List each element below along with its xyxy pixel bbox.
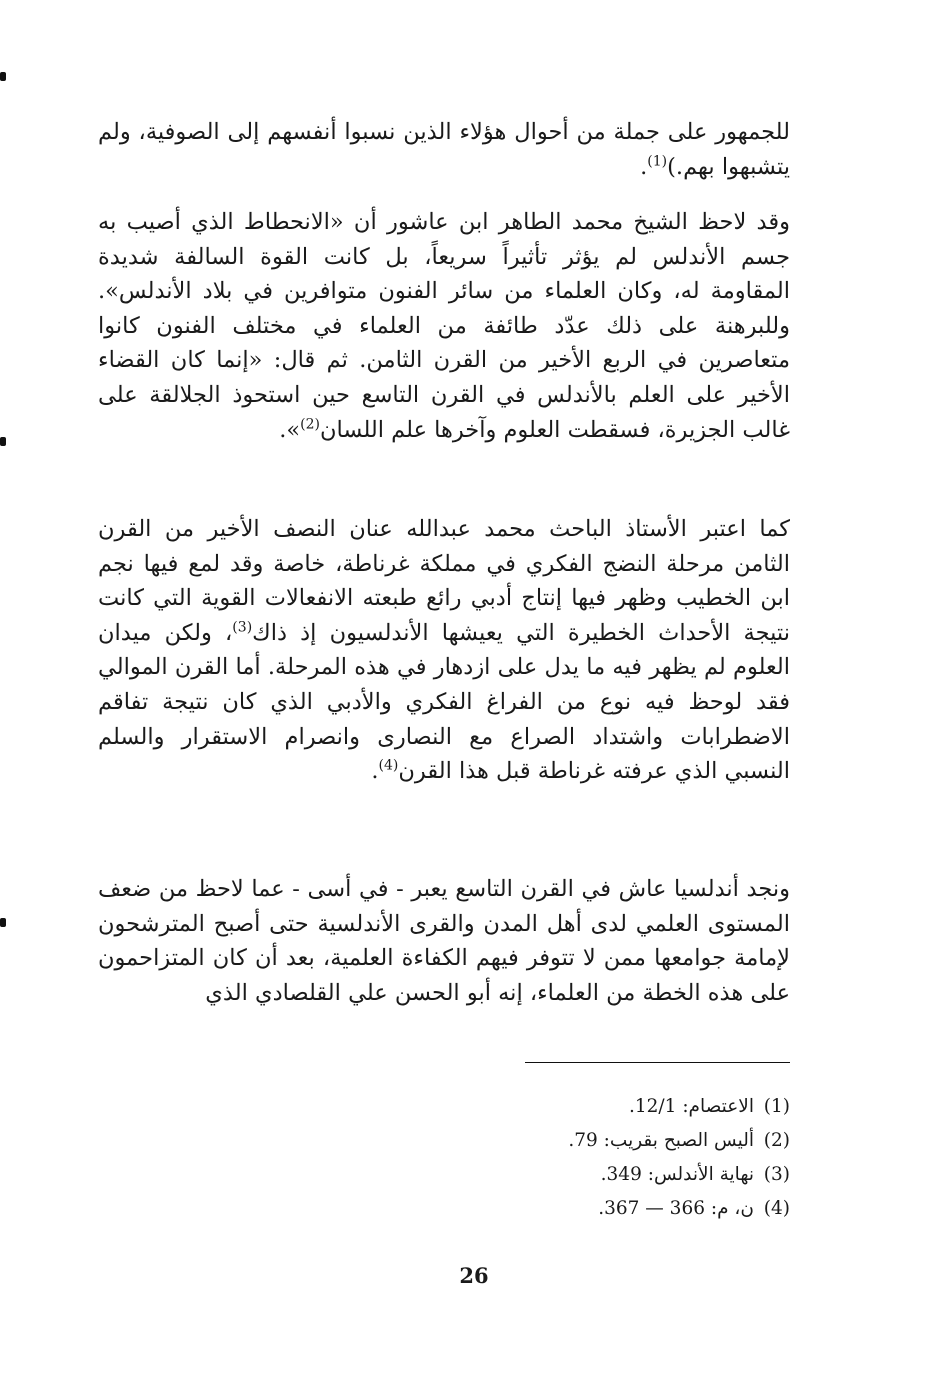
- paragraph-4: [98, 872, 790, 1010]
- paragraph-tail: ».: [279, 416, 301, 443]
- footnote-ref: (2): [300, 416, 320, 433]
- footnote-separator: [525, 1062, 790, 1063]
- paragraph-tail: .: [640, 153, 648, 180]
- footnote-number: (2): [763, 1130, 790, 1151]
- footnote-text: نهاية الأندلس: 349.: [600, 1164, 754, 1185]
- footnote-ref: (3): [232, 619, 253, 636]
- scan-edge-mark: [0, 437, 6, 446]
- footnote-text: ن، م: 366 — 367.: [598, 1198, 754, 1219]
- scan-edge-mark: [0, 918, 6, 927]
- paragraph-2: [98, 205, 790, 447]
- paragraph-text: ، ولكن ميدان العلوم لم يظهر فيه ما يدل على ازدهار في هذه المرحلة. أما القرن الموالي فقد لوحظ فيه نوع من الفراغ الفكري والأدبي الذي كان نتيجة تفاقم الاضطرابات واشتداد الصراع مع النصارى وانصرام الاستقرار والسلم النسبي الذي عرفته غرناطة قبل هذا القرن: [98, 619, 790, 785]
- paragraph-1: [98, 115, 790, 184]
- paragraph-text: كما اعتبر الأستاذ الباحث محمد عبدالله عنان النصف الأخير من القرن الثامن مرحلة النضج الفكري في مملكة غرناطة، خاصة وقد لمع فيها نجم ابن الخطيب وظهر فيها إنتاج أدبي رائع طبعته الانفعالات القوية التي كانت نتيجة الأحداث الخطيرة التي يعيشها الأندلسيون إذ ذاك: [98, 516, 790, 646]
- paragraph-3: [98, 512, 790, 789]
- page-number: 26: [459, 1263, 489, 1288]
- footnote-ref: (1): [647, 153, 668, 170]
- paragraph-tail: .: [371, 758, 379, 785]
- footnote-ref: (4): [378, 757, 399, 774]
- footnote-number: (4): [763, 1198, 790, 1219]
- footnote-number: (3): [763, 1164, 790, 1185]
- paragraph-text: للجمهور على جملة من أحوال هؤلاء الذين نسبوا أنفسهم إلى الصوفية، ولم يتشبهوا بهم.): [98, 119, 790, 180]
- footnote-text: أليس الصبح بقريب: 79.: [568, 1130, 754, 1151]
- footnote-number: (1): [763, 1096, 790, 1117]
- footnote: [480, 1124, 790, 1158]
- scan-edge-mark: [0, 72, 6, 81]
- footnote-text: الاعتصام: 12/1.: [629, 1096, 754, 1117]
- footnotes: [480, 1090, 790, 1226]
- paragraph-text: ونجد أندلسيا عاش في القرن التاسع يعبر - في أسى - عما لاحظ من ضعف المستوى العلمي لدى أهل المدن والقرى الأندلسية حتى أصبح المترشحون لإمامة جوامعها ممن لا تتوفر فيهم الكفاءة العلمية، بعد أن كان المتزاحمون على هذه الخطة من العلماء، إنه أبو الحسن علي القلصادي الذي: [98, 876, 790, 1006]
- footnote: [480, 1090, 790, 1124]
- footnote: [480, 1158, 790, 1192]
- footnote: [480, 1192, 790, 1226]
- paragraph-text: وقد لاحظ الشيخ محمد الطاهر ابن عاشور أن «الانحطاط الذي أصيب به جسم الأندلس لم يؤثر تأثيراً سريعاً، بل كانت القوة السالفة شديدة المقاومة له، وكان العلماء من سائر الفنون متوافرين في بلاد الأندلس». وللبرهنة على ذلك عدّد طائفة من العلماء في مختلف الفنون كانوا متعاصرين في الربع الأخير من القرن الثامن. ثم قال: «إنما كان القضاء الأخير على العلم بالأندلس في القرن التاسع حين استحوذ الجلالقة على غالب الجزيرة، فسقطت العلوم وآخرها علم اللسان: [98, 209, 790, 443]
